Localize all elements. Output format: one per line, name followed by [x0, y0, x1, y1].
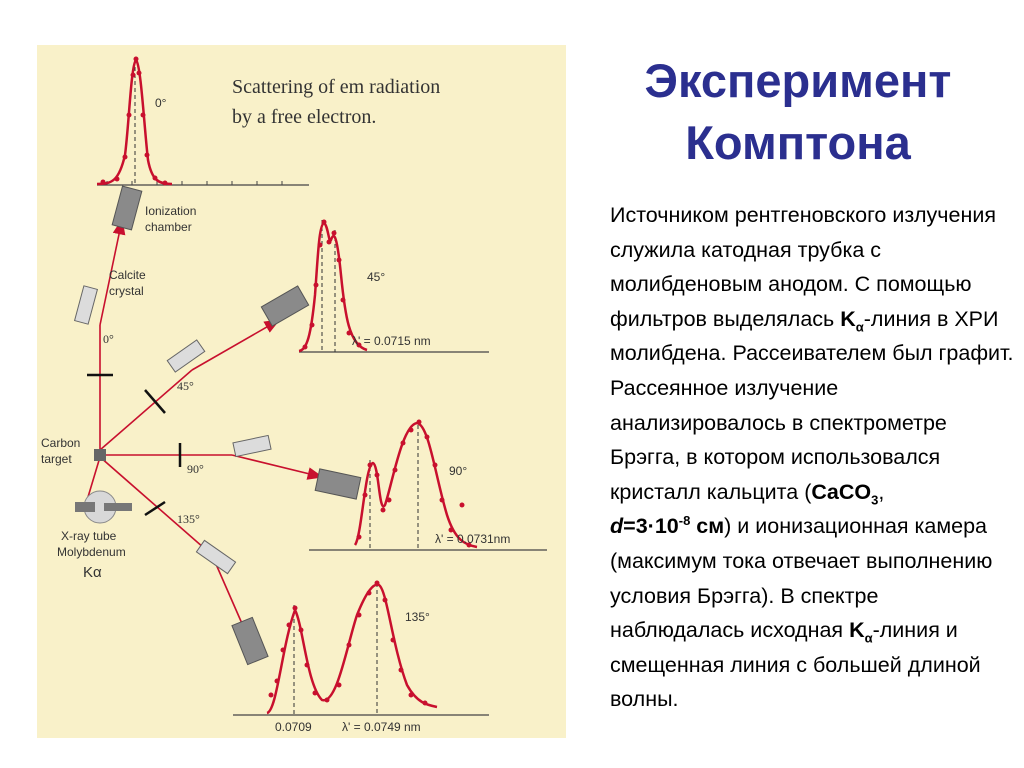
sub-3: 3 [871, 492, 879, 508]
exponent: -8 [678, 513, 691, 529]
points-90 [357, 420, 472, 548]
carbon-label-2: target [41, 452, 72, 466]
crystal-135 [196, 540, 235, 573]
chambers [112, 186, 361, 664]
xray-tube [75, 491, 132, 523]
slit-45 [145, 390, 165, 413]
slide-body-text [610, 198, 1015, 717]
ionization-label-1: Ionization [145, 204, 197, 218]
ionization-label-2: chamber [145, 220, 192, 234]
curve-90 [355, 423, 477, 547]
angle-label-135: 135° [405, 610, 430, 624]
angle-label-45: 45° [367, 270, 386, 284]
compton-figure [37, 45, 566, 738]
d-value: =3·10 [623, 514, 679, 539]
angle-45-apparatus: 45° [177, 379, 194, 393]
angle-90-apparatus: 90° [187, 462, 204, 476]
comma: , [878, 479, 885, 504]
spectrum-45 [299, 220, 489, 353]
lambda-label-45: λ' = 0.0715 nm [352, 334, 431, 348]
chamber-45 [261, 286, 308, 326]
curve-45 [299, 223, 367, 351]
beam-90-out [232, 455, 322, 477]
angle-label-90: 90° [449, 464, 468, 478]
xray-label-2: Molybdenum [57, 545, 126, 559]
carbon-target [94, 449, 106, 461]
slit-135 [145, 502, 165, 515]
k-letter-2: K [849, 618, 865, 643]
crystal-45 [167, 340, 205, 372]
slide-title [588, 50, 1008, 174]
angle-135-apparatus: 135° [177, 512, 200, 526]
calcite-label-1: Calcite [109, 268, 146, 282]
lambda-label-135: λ' = 0.0749 nm [342, 720, 421, 734]
lambda-label-90: λ' = 0.0731nm [435, 532, 511, 546]
alpha-subscript-2: α [864, 630, 873, 646]
spectrum-135 [233, 581, 489, 735]
calcite-formula [811, 479, 879, 508]
angle-0-apparatus: 0° [103, 332, 114, 346]
chamber-90 [315, 469, 361, 499]
title-line-1: Эксперимент [644, 54, 952, 107]
body-part-4: -линия и смещенная линия с большей длиной волны. [610, 618, 981, 712]
beams [85, 220, 322, 635]
caco-text: CaCO [811, 479, 872, 504]
k-alpha-1 [840, 306, 864, 335]
caption-line-2: by a free electron. [232, 106, 377, 128]
crystal-0 [75, 286, 98, 324]
angle-label-0: 0° [155, 96, 167, 110]
body-part-3: ) и ионизационная камера (максимум тока отвечает выполнению условия Брэгга). В спектре наблюдалась исходная [610, 514, 993, 643]
d-letter: d [610, 514, 624, 539]
lambda0-label-135: 0.0709 [275, 720, 312, 734]
xray-tube-anode [75, 502, 95, 512]
body-part-2: -линия в ХРИ молибдена. Рассеивателем был графит. Рассеянное излучение анализировалось в спектрометре Брэгга, в котором использовался кристалл кальцита ( [610, 306, 1014, 504]
body-part-1: Источником рентгеновского излучения служила катодная трубка с молибденовым анодом. С помощью фильтров выделялась [610, 203, 996, 331]
k-alpha-2 [849, 618, 873, 646]
unit-cm: см [690, 514, 725, 539]
xray-label-3: Kα [83, 564, 102, 581]
points-0 [101, 57, 168, 186]
k-letter: K [840, 306, 856, 331]
chamber-135 [232, 617, 268, 664]
xray-label-1: X-ray tube [61, 529, 117, 543]
carbon-label-1: Carbon [41, 436, 81, 450]
crystal-90 [233, 435, 271, 456]
alpha-subscript: α [855, 319, 864, 335]
compton-diagram-svg [37, 45, 566, 738]
xray-tube-cathode [104, 503, 132, 511]
caption-line-1: Scattering of em radiation [232, 76, 441, 98]
calcite-label-2: crystal [109, 284, 144, 298]
points-135 [269, 581, 428, 706]
chamber-0 [112, 186, 142, 230]
lattice-constant [610, 514, 724, 538]
title-line-2: Комптона [685, 116, 911, 169]
beam-45-out [192, 320, 279, 370]
